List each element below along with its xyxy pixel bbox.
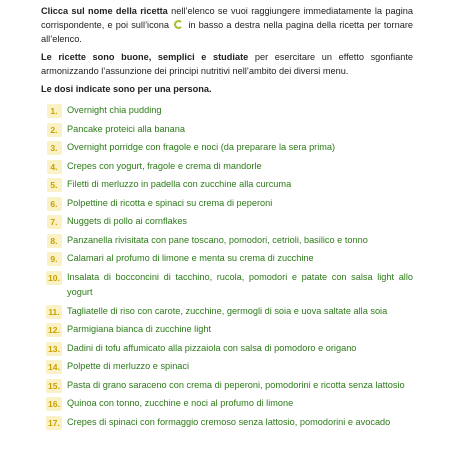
recipe-number-badge bbox=[41, 102, 67, 118]
intro-text-recipes: per esercitare un effetto sgonfiante armonizzando l’assunzione dei principi nutritivi nell’ambito dei diversi menu. bbox=[41, 52, 413, 76]
recipe-number: 10. bbox=[48, 272, 60, 283]
recipe-link[interactable]: Overnight chia pudding bbox=[67, 105, 162, 115]
recipe-link[interactable]: Polpettine di ricotta e spinaci su crema di peperoni bbox=[67, 197, 273, 208]
recipe-link[interactable]: Dadini di tofu affumicato alla pizzaiola con salsa di pomodoro e origano bbox=[67, 342, 357, 353]
intro-text-b: in basso a destra nella pagina della ricetta per tornare all’elenco. bbox=[41, 20, 413, 44]
recipe-list bbox=[41, 102, 413, 430]
recipe-link[interactable]: Crepes di spinaci con formaggio cremoso senza lattosio, pomodorini e avocado bbox=[67, 416, 391, 427]
recipe-list-item[interactable] bbox=[41, 102, 413, 119]
recipe-link[interactable]: Panzanella rivisitata con pane toscano, pomodori, cetrioli, basilico e tonno bbox=[67, 234, 368, 245]
recipe-number: 4. bbox=[47, 160, 62, 174]
recipe-list-item[interactable] bbox=[41, 303, 413, 320]
recipe-list-item[interactable] bbox=[41, 340, 413, 357]
recipe-number-badge bbox=[41, 340, 67, 356]
recipe-number-badge bbox=[41, 414, 67, 430]
recipe-list-item[interactable] bbox=[41, 414, 413, 431]
recipe-number: 13. bbox=[48, 343, 60, 354]
recipe-link[interactable]: Nuggets di pollo ai cornflakes bbox=[67, 216, 188, 226]
recipe-link[interactable]: Insalata di bocconcini di tacchino, rucola, pomodori e patate con salsa light allo yogurt bbox=[67, 271, 413, 297]
recipe-link[interactable]: Quinoa con tonno, zucchine e noci al profumo di limone bbox=[67, 398, 294, 408]
recipe-list-item[interactable] bbox=[41, 377, 413, 394]
recipe-number: 17. bbox=[48, 417, 60, 428]
recipe-link[interactable]: Polpette di merluzzo e spinaci bbox=[67, 361, 190, 371]
recipe-link[interactable]: Tagliatelle di riso con carote, zucchine, germogli di soia e uova saltate alla soia bbox=[67, 305, 388, 316]
return-arrow-icon bbox=[174, 20, 183, 29]
recipe-number: 1. bbox=[47, 104, 62, 118]
recipe-number-badge bbox=[41, 213, 67, 229]
recipe-number: 14. bbox=[48, 362, 60, 372]
intro-paragraph-navigation bbox=[41, 4, 413, 46]
recipe-number: 3. bbox=[47, 141, 62, 155]
recipe-link[interactable]: Calamari al profumo di limone e menta su crema di zucchine bbox=[67, 253, 314, 263]
recipe-number-badge bbox=[41, 195, 67, 211]
recipe-number: 6. bbox=[47, 197, 62, 211]
recipe-list-item[interactable] bbox=[41, 250, 413, 267]
recipe-list-item[interactable] bbox=[41, 158, 413, 175]
recipe-number-badge bbox=[41, 377, 67, 393]
recipe-number-badge bbox=[41, 395, 67, 411]
recipe-number: 11. bbox=[48, 306, 60, 317]
recipe-number-badge bbox=[41, 121, 67, 137]
recipe-list-item[interactable] bbox=[41, 139, 413, 156]
recipe-link[interactable]: Parmigiana bianca di zucchine light bbox=[67, 324, 212, 334]
recipe-number: 7. bbox=[47, 215, 62, 229]
intro-bold-recipes: Le ricette sono buone, semplici e studiate bbox=[41, 52, 249, 62]
recipe-list-item[interactable] bbox=[41, 395, 413, 412]
recipe-number-badge bbox=[41, 321, 67, 337]
intro-paragraph-doses bbox=[41, 82, 413, 96]
intro-bold-click-recipe: Clicca sul nome della ricetta bbox=[41, 6, 168, 16]
recipe-number-badge bbox=[41, 158, 67, 174]
recipe-list-item[interactable] bbox=[41, 195, 413, 212]
intro-text-a: nell’elenco se vuoi raggiungere immediatamente la pagina corrispondente, e poi sull’icona bbox=[41, 6, 413, 30]
recipe-number-badge bbox=[41, 250, 67, 266]
recipe-list-item[interactable] bbox=[41, 321, 413, 338]
recipe-number: 9. bbox=[47, 252, 62, 266]
recipe-list-item[interactable] bbox=[41, 121, 413, 138]
recipe-number-badge bbox=[41, 358, 67, 374]
recipe-list-item[interactable] bbox=[41, 232, 413, 249]
recipe-link[interactable]: Overnight porridge con fragole e noci (da preparare la sera prima) bbox=[67, 142, 336, 152]
recipe-link[interactable]: Filetti di merluzzo in padella con zucchine alla curcuma bbox=[67, 179, 292, 189]
recipe-number-badge bbox=[41, 269, 67, 285]
recipe-index-page bbox=[41, 0, 413, 432]
recipe-number-badge bbox=[41, 176, 67, 192]
intro-bold-doses: Le dosi indicate sono per una persona. bbox=[41, 84, 212, 94]
recipe-number-badge bbox=[41, 303, 67, 319]
recipe-number-badge bbox=[41, 232, 67, 248]
recipe-link[interactable]: Pasta di grano saraceno con crema di peperoni, pomodorini e ricotta senza lattosio bbox=[67, 379, 405, 390]
recipe-list-item[interactable] bbox=[41, 176, 413, 193]
recipe-list-item[interactable] bbox=[41, 269, 413, 301]
recipe-number: 8. bbox=[47, 234, 62, 248]
recipe-link[interactable]: Pancake proteici alla banana bbox=[67, 123, 185, 134]
recipe-list-item[interactable] bbox=[41, 213, 413, 230]
recipe-number: 16. bbox=[48, 399, 60, 409]
recipe-number: 5. bbox=[47, 178, 62, 192]
intro-paragraph-recipes bbox=[41, 50, 413, 78]
recipe-number: 2. bbox=[47, 123, 62, 137]
recipe-link[interactable]: Crepes con yogurt, fragole e crema di mandorle bbox=[67, 160, 262, 171]
recipe-number: 15. bbox=[48, 380, 60, 391]
recipe-list-item[interactable] bbox=[41, 358, 413, 375]
recipe-number-badge bbox=[41, 139, 67, 155]
recipe-number: 12. bbox=[48, 325, 60, 335]
